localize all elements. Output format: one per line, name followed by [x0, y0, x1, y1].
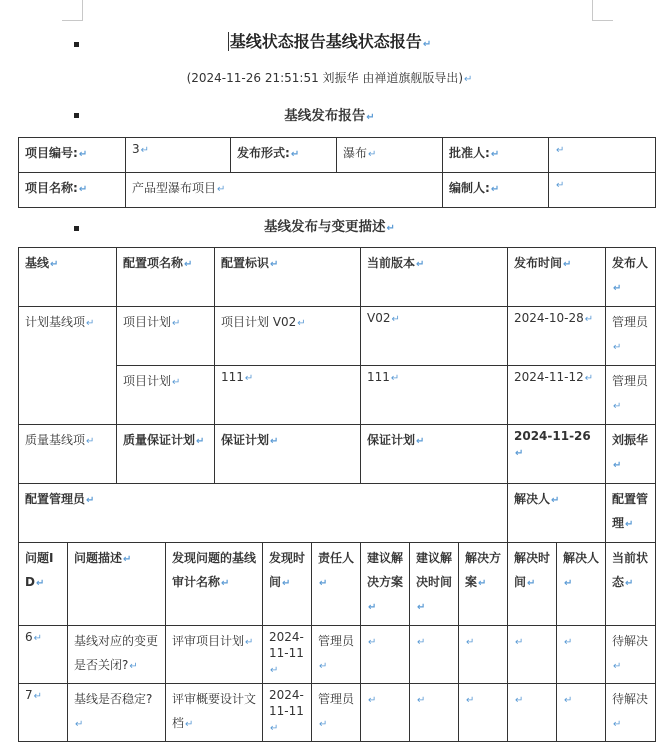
- baseline-header-row: [19, 248, 656, 307]
- issue-status-cell: 待解决↵: [606, 684, 656, 742]
- document-subtitle: (2024-11-26 21:51:51 刘振华 由禅道旗舰版导出)↵: [186, 71, 473, 85]
- config-name-cell: 项目计划↵: [117, 366, 215, 425]
- config-admin-label: 配置管理员↵: [19, 484, 508, 543]
- approver-label: 批准人:↵: [443, 138, 549, 173]
- header-config-name: 配置项名称↵: [117, 248, 215, 307]
- config-ident-cell: 111↵: [215, 366, 361, 425]
- empty-cell: ↵: [361, 626, 410, 684]
- config-admin-short: 配置管理↵: [606, 484, 656, 543]
- header-status: 当前状态↵: [606, 543, 656, 626]
- release-time-cell: 2024-11-12↵: [508, 366, 606, 425]
- header-solution: 解决方案↵: [459, 543, 508, 626]
- project-no-value: 3↵: [126, 138, 231, 173]
- issue-owner-cell: 管理员↵: [312, 684, 361, 742]
- approver-value: ↵: [549, 138, 656, 173]
- header-resolver: 解决人↵: [557, 543, 606, 626]
- publisher-cell: 管理员↵: [606, 366, 656, 425]
- empty-cell: ↵: [410, 626, 459, 684]
- release-form-value: 瀑布↵: [337, 138, 443, 173]
- empty-cell: ↵: [459, 626, 508, 684]
- header-current-version: 当前版本↵: [361, 248, 508, 307]
- empty-cell: ↵: [508, 626, 557, 684]
- header-audit-name: 发现问题的基线审计名称↵: [166, 543, 263, 626]
- project-name-value: 产品型瀑布项目↵: [126, 173, 443, 208]
- project-no-label: 项目编号:↵: [19, 138, 126, 173]
- config-ident-cell: 保证计划↵: [215, 425, 361, 484]
- issue-owner-cell: 管理员↵: [312, 626, 361, 684]
- header-found-time: 发现时间↵: [263, 543, 312, 626]
- issue-desc-cell: 基线对应的变更是否关闭?↵: [68, 626, 166, 684]
- resolver-label: 解决人↵: [508, 484, 606, 543]
- header-solve-time: 解决时间↵: [508, 543, 557, 626]
- project-name-label: 项目名称:↵: [19, 173, 126, 208]
- header-issue-id: 问题ID↵: [19, 543, 68, 626]
- baseline-table: [18, 247, 656, 543]
- config-admin-row: [19, 484, 656, 543]
- issue-status-cell: 待解决↵: [606, 626, 656, 684]
- release-time-cell: 2024-11-26↵: [508, 425, 606, 484]
- issue-time-cell: 2024-11-11↵: [263, 684, 312, 742]
- issue-id-cell: 6↵: [19, 626, 68, 684]
- header-release-time: 发布时间↵: [508, 248, 606, 307]
- header-owner: 责任人↵: [312, 543, 361, 626]
- baseline-cell: 计划基线项↵: [19, 307, 117, 425]
- publisher-cell: 管理员↵: [606, 307, 656, 366]
- publisher-cell: 刘振华↵: [606, 425, 656, 484]
- table-row: [19, 626, 656, 684]
- document-title[interactable]: 基线状态报告基线状态报告↵: [229, 32, 432, 51]
- header-issue-desc: 问题描述↵: [68, 543, 166, 626]
- crop-mark-top-left: [62, 0, 83, 21]
- version-cell: 保证计划↵: [361, 425, 508, 484]
- config-name-cell: 项目计划↵: [117, 307, 215, 366]
- header-baseline: 基线↵: [19, 248, 117, 307]
- config-name-cell: 质量保证计划↵: [117, 425, 215, 484]
- empty-cell: ↵: [459, 684, 508, 742]
- version-cell: 111↵: [361, 366, 508, 425]
- baseline-cell: 质量基线项↵: [19, 425, 117, 484]
- text-cursor: [228, 32, 229, 51]
- issue-id-cell: 7↵: [19, 684, 68, 742]
- empty-cell: ↵: [557, 684, 606, 742]
- issues-header-row: [19, 543, 656, 626]
- empty-cell: ↵: [361, 684, 410, 742]
- header-suggested-time: 建议解决时间↵: [410, 543, 459, 626]
- header-config-ident: 配置标识↵: [215, 248, 361, 307]
- crop-mark-top-right: [592, 0, 613, 21]
- editor-label: 编制人:↵: [443, 173, 549, 208]
- table-row: [19, 307, 656, 366]
- release-form-label: 发布形式:↵: [231, 138, 337, 173]
- info-table: [18, 137, 656, 208]
- section-heading-change-description: 基线发布与变更描述↵: [264, 219, 395, 235]
- table-row: [19, 425, 656, 484]
- empty-cell: ↵: [508, 684, 557, 742]
- issues-table: [18, 542, 656, 742]
- issue-audit-cell: 评审概要设计文档↵: [166, 684, 263, 742]
- empty-cell: ↵: [557, 626, 606, 684]
- table-row: [19, 684, 656, 742]
- editor-value: ↵: [549, 173, 656, 208]
- section-heading-release-report: 基线发布报告↵: [284, 108, 375, 124]
- config-ident-cell: 项目计划 V02↵: [215, 307, 361, 366]
- issue-audit-cell: 评审项目计划↵: [166, 626, 263, 684]
- version-cell: V02↵: [361, 307, 508, 366]
- release-time-cell: 2024-10-28↵: [508, 307, 606, 366]
- empty-cell: ↵: [410, 684, 459, 742]
- header-suggested-solution: 建议解决方案↵: [361, 543, 410, 626]
- header-publisher: 发布人↵: [606, 248, 656, 307]
- issue-time-cell: 2024-11-11↵: [263, 626, 312, 684]
- issue-desc-cell: 基线是否稳定?↵: [68, 684, 166, 742]
